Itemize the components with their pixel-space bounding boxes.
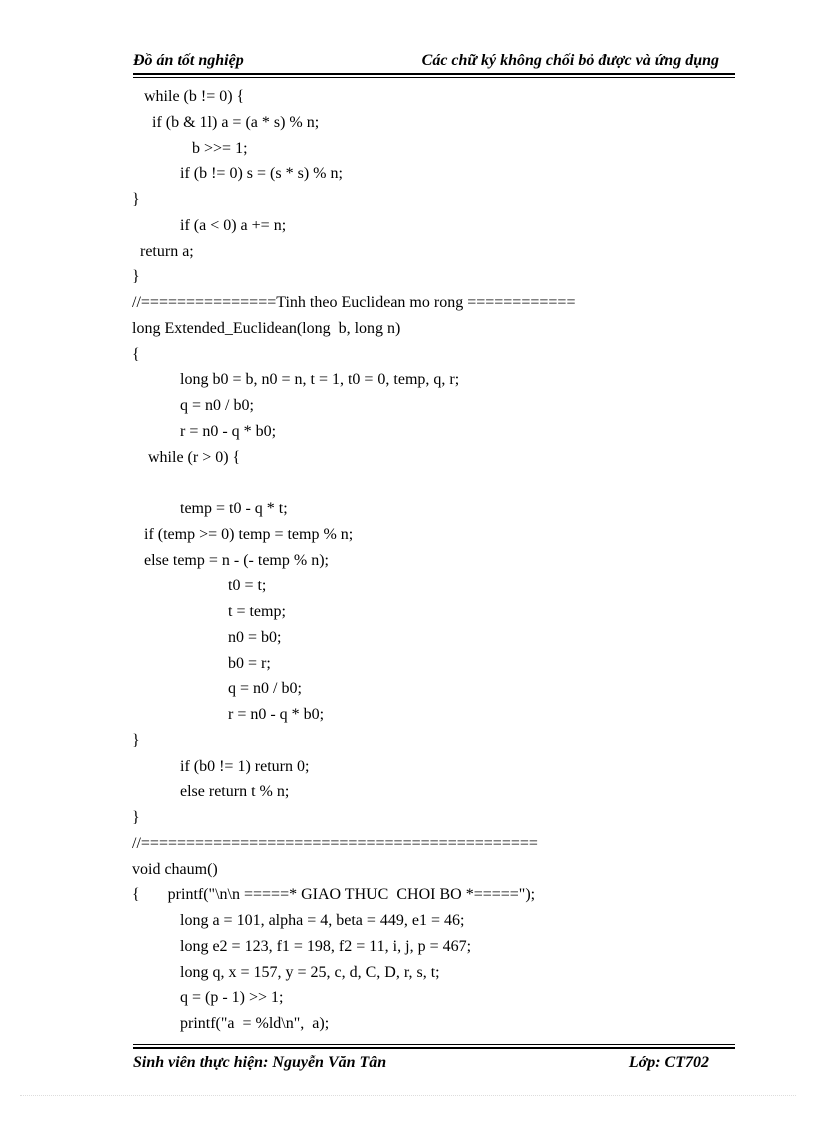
code-line: long e2 = 123, f1 = 198, f2 = 11, i, j, p = 467; bbox=[180, 937, 472, 955]
code-line: q = n0 / b0; bbox=[228, 680, 302, 698]
footer-left: Sinh viên thực hiện: Nguyễn Văn Tân bbox=[133, 1054, 387, 1071]
header-rule-thin bbox=[133, 77, 735, 78]
code-line: else temp = n - (- temp % n); bbox=[144, 551, 329, 569]
code-listing bbox=[132, 84, 732, 1037]
code-line: long Extended_Euclidean(long b, long n) bbox=[132, 319, 401, 337]
header-left: Đồ án tốt nghiệp bbox=[133, 52, 244, 69]
code-line: if (b & 1l) a = (a * s) % n; bbox=[152, 113, 320, 131]
code-line: } bbox=[132, 191, 140, 208]
footer-rule-thin bbox=[133, 1044, 735, 1045]
code-line: if (b0 != 1) return 0; bbox=[180, 757, 310, 775]
header-rule-thick bbox=[133, 73, 735, 75]
code-line: if (b != 0) s = (s * s) % n; bbox=[180, 165, 343, 183]
code-line: long a = 101, alpha = 4, beta = 449, e1 = 46; bbox=[180, 912, 465, 929]
code-line: printf("a = %ld\n", a); bbox=[180, 1015, 330, 1032]
footer-rule-thick bbox=[133, 1047, 735, 1049]
code-line bbox=[132, 470, 732, 496]
code-line: t = temp; bbox=[228, 603, 286, 620]
code-line: { printf("\n\n =====* GIAO THUC CHOI BO *====="); bbox=[132, 886, 536, 904]
code-line: return a; bbox=[140, 242, 194, 260]
page-edge bbox=[20, 1095, 796, 1096]
code-line: long q, x = 157, y = 25, c, d, C, D, r, s, t; bbox=[180, 963, 440, 981]
code-line: } bbox=[132, 731, 140, 749]
code-line: long b0 = b, n0 = n, t = 1, t0 = 0, temp, q, r; bbox=[180, 371, 460, 389]
code-line: q = (p - 1) >> 1; bbox=[180, 989, 284, 1007]
code-line: } bbox=[132, 268, 140, 286]
code-line: t0 = t; bbox=[228, 577, 267, 595]
code-line: else return t % n; bbox=[180, 783, 290, 801]
page-footer bbox=[133, 1054, 709, 1072]
code-line: if (a < 0) a += n; bbox=[180, 216, 287, 234]
header-right: Các chữ ký không chối bỏ được và ứng dụng bbox=[421, 52, 719, 69]
code-line: temp = t0 - q * t; bbox=[180, 500, 288, 517]
code-line: { bbox=[132, 345, 140, 363]
code-line: n0 = b0; bbox=[228, 628, 282, 646]
code-line: //===============Tinh theo Euclidean mo rong ============ bbox=[132, 294, 576, 311]
code-line: if (temp >= 0) temp = temp % n; bbox=[144, 525, 354, 543]
code-line: while (r > 0) { bbox=[148, 448, 241, 466]
code-line: while (b != 0) { bbox=[144, 88, 245, 105]
footer-right: Lớp: CT702 bbox=[628, 1054, 709, 1071]
code-line: //============================================ bbox=[132, 834, 538, 852]
code-line: q = n0 / b0; bbox=[180, 397, 254, 414]
code-line: void chaum() bbox=[132, 860, 218, 878]
code-line: } bbox=[132, 809, 140, 826]
code-line: r = n0 - q * b0; bbox=[228, 706, 325, 723]
page-header bbox=[133, 52, 719, 70]
code-line: b >>= 1; bbox=[192, 139, 248, 157]
code-line: r = n0 - q * b0; bbox=[180, 422, 277, 440]
code-line: b0 = r; bbox=[228, 654, 271, 672]
